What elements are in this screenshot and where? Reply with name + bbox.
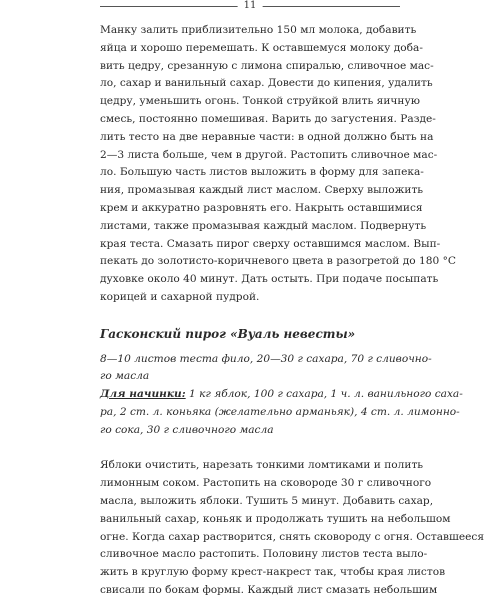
filling-label: Для начинки:: [100, 388, 186, 401]
text-line: ванильный сахар, коньяк и продолжать тушить на небольшом: [100, 512, 451, 525]
text-line: яйца и хорошо перемешать. К оставшемуся молоку доба-: [100, 41, 423, 54]
filling-line: го сока, 30 г сливочного масла: [100, 423, 274, 436]
text-line: смесь, постоянно помешивая. Варить до загустения. Разде-: [100, 112, 436, 125]
text-line: ния, промазывая каждый лист маслом. Сверху выложить: [100, 184, 424, 197]
text-line: духовке около 40 минут. Дать остыть. При подаче посыпать: [100, 273, 439, 286]
text-line: 2—3 листа больше, чем в другой. Растопить сливочное мас-: [100, 148, 438, 161]
ingredients-line: го масла: [100, 370, 150, 383]
text-line: лимонным соком. Растопить на сковороде 30 г сливочного: [100, 477, 432, 490]
text-line: крем и аккуратно разровнять его. Накрыть оставшимися: [100, 201, 423, 214]
recipe-title: Гасконский пирог «Вуаль невесты»: [100, 326, 356, 341]
filling-text: 1 кг яблок, 100 г сахара, 1 ч. л. ванильного саха-: [185, 388, 463, 401]
text-line: сливочное масло растопить. Половину листов теста выло-: [100, 548, 428, 561]
text-line: свисали по бокам формы. Каждый лист смазать небольшим: [100, 583, 438, 596]
text-line: края теста. Смазать пирог сверху оставшимся маслом. Вып-: [100, 237, 441, 250]
text-line: Яблоки очистить, нарезать тонкими ломтиками и полить: [100, 459, 424, 472]
page-content: [100, 22, 485, 600]
page-header: [100, 0, 400, 14]
text-line: вить цедру, срезанную с лимона спиралью, сливочное мас-: [100, 59, 434, 72]
text-line: жить в круглую форму крест-накрест так, чтобы края листов: [100, 566, 446, 579]
text-line: ло, сахар и ванильный сахар. Довести до кипения, удалить: [100, 77, 433, 90]
text-line: корицей и сахарной пудрой.: [100, 290, 260, 303]
text-line: масла, выложить яблоки. Тушить 5 минут. Добавить сахар,: [100, 494, 434, 507]
filling-line: ра, 2 ст. л. коньяка (желательно арманьяк), 4 ст. л. лимонно-: [100, 405, 460, 418]
text-line: огне. Когда сахар растворится, снять сковороду с огня. Оставшееся: [100, 530, 485, 543]
paragraph-apple-pie-method: [100, 457, 485, 599]
ingredients-line: 8—10 листов теста фило, 20—30 г сахара, 70 г сливочно-: [100, 352, 432, 365]
text-line: листами, также промазывая каждый маслом. Подвернуть: [100, 219, 427, 232]
ingredients-block: [100, 351, 463, 440]
text-line: лить тесто на две неравные части: в одной должно быть на: [100, 130, 434, 143]
page-number: 11: [238, 0, 263, 12]
text-line: пекать до золотисто-коричневого цвета в разогретой до 180 °C: [100, 255, 456, 268]
text-line: цедру, уменьшить огонь. Тонкой струйкой влить яичную: [100, 95, 420, 108]
paragraph-custard-pie-method: [100, 22, 456, 307]
filling-line: [100, 386, 463, 404]
text-line: ло. Большую часть листов выложить в форму для запека-: [100, 166, 424, 179]
text-line: Манку залить приблизительно 150 мл молока, добавить: [100, 24, 417, 36]
